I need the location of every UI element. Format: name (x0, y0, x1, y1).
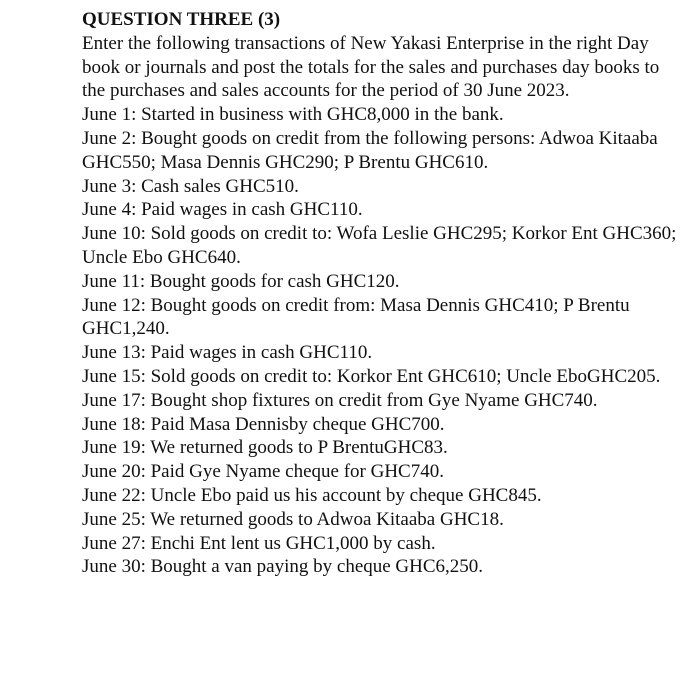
transaction-line: June 15: Sold goods on credit to: Korkor Ent GHC610; Uncle EboGHC205. (82, 365, 661, 387)
transaction-line: June 1: Started in business with GHC8,000 in the bank. (82, 104, 504, 126)
transaction-line: June 18: Paid Masa Dennisby cheque GHC700. (82, 413, 445, 435)
transaction-line: June 2: Bought goods on credit from the following persons: Adwoa Kitaaba GHC550; Masa Dennis GHC290; P Brentu GHC610. (82, 127, 658, 173)
transaction-line: June 17: Bought shop fixtures on credit from Gye Nyame GHC740. (82, 389, 598, 411)
transaction-line: June 11: Bought goods for cash GHC120. (82, 270, 400, 292)
transaction-line: June 20: Paid Gye Nyame cheque for GHC740. (82, 461, 444, 483)
transaction-line: June 25: We returned goods to Adwoa Kitaaba GHC18. (82, 508, 504, 530)
transaction-line: June 3: Cash sales GHC510. (82, 175, 299, 197)
question-title: QUESTION THREE (3) (82, 9, 281, 30)
transaction-line: June 30: Bought a van paying by cheque GHC6,250. (82, 556, 484, 578)
question-document (82, 8, 682, 579)
transaction-line: June 12: Bought goods on credit from: Masa Dennis GHC410; P Brentu GHC1,240. (82, 294, 630, 340)
transaction-line: June 27: Enchi Ent lent us GHC1,000 by cash. (82, 532, 436, 554)
question-instructions: Enter the following transactions of New Yakasi Enterprise in the right Day book or journals and post the totals for the sales and purchases day books to the purchases and sales accounts for the period of 30 June 2023. (82, 32, 660, 102)
transaction-line: June 22: Uncle Ebo paid us his account by cheque GHC845. (82, 484, 542, 506)
transaction-line: June 13: Paid wages in cash GHC110. (82, 342, 373, 364)
transaction-line: June 10: Sold goods on credit to: Wofa Leslie GHC295; Korkor Ent GHC360; Uncle Ebo GHC640. (82, 223, 677, 268)
transaction-line: June 4: Paid wages in cash GHC110. (82, 199, 363, 221)
transaction-line: June 19: We returned goods to P BrentuGHC83. (82, 437, 448, 459)
